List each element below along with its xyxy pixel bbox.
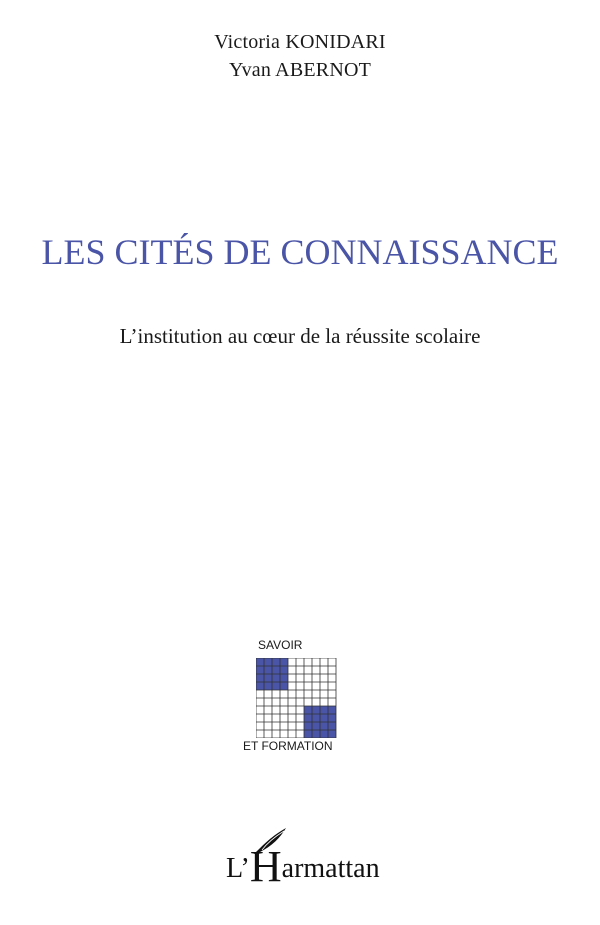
publisher-name: [226, 842, 380, 891]
publisher-logo: [226, 826, 386, 890]
series-logo: [240, 638, 360, 758]
book-subtitle: L’institution au cœur de la réussite scolaire: [119, 324, 481, 348]
publisher-initial: H: [249, 842, 282, 891]
authors-block: [0, 28, 600, 84]
series-name-bottom: ET FORMATION: [243, 739, 333, 753]
author-name: Yvan ABERNOT: [228, 59, 372, 81]
book-title: LES CITÉS DE CONNAISSANCE: [41, 232, 559, 272]
author-name: Victoria KONIDARI: [214, 31, 386, 53]
publisher-rest: armattan: [281, 853, 380, 884]
publisher-prefix: L’: [226, 853, 250, 884]
grid-logo-icon: [256, 658, 340, 738]
series-name-top: SAVOIR: [258, 638, 303, 652]
